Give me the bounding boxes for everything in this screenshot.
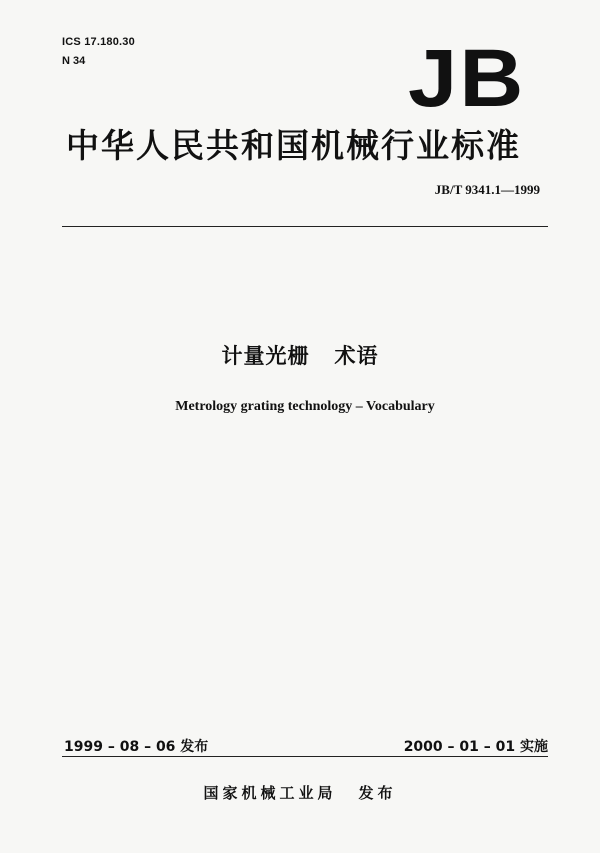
jb-logo: JB [408, 33, 526, 124]
document-title-english: Metrology grating technology – Vocabulary [175, 399, 435, 414]
header-divider [62, 226, 548, 227]
issue-date: 1999 – 08 – 06 发布 [64, 739, 209, 755]
publisher-action: 发布 [358, 784, 397, 802]
implementation-date: 2000 – 01 – 01 实施 [403, 739, 548, 755]
publisher-organization: 国家机械工业局 [203, 784, 337, 802]
standard-number: JB/T 9341.1—1999 [434, 182, 540, 197]
ccs-code: N 34 [62, 55, 86, 67]
ics-code: ICS 17.180.30 [62, 36, 135, 48]
standard-category-title: 中华人民共和国机械行业标准 [66, 126, 521, 165]
document-title-chinese: 计量光栅 术语 [221, 344, 379, 368]
publisher-line [0, 782, 600, 803]
footer-divider [62, 756, 548, 757]
